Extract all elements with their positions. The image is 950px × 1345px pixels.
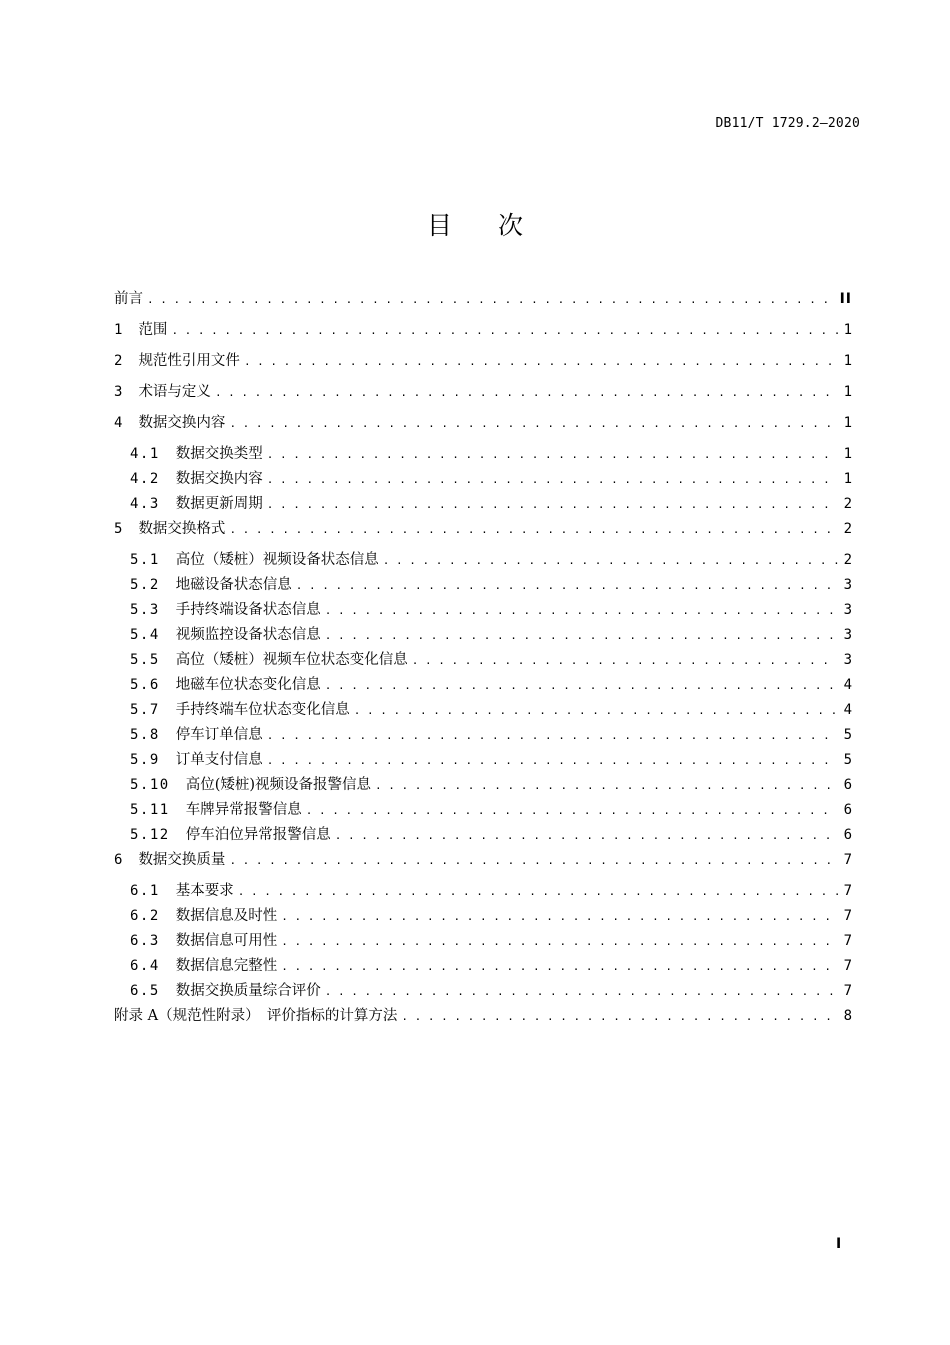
toc-entry[interactable] [114, 573, 852, 598]
toc-entry[interactable] [114, 380, 852, 411]
toc-entry-label: 附录 A（规范性附录） 评价指标的计算方法 [114, 1008, 398, 1024]
toc-entry-number: 5.12 [130, 827, 170, 843]
toc-leader-dots [215, 380, 838, 405]
toc-leader-dots [335, 823, 838, 848]
toc-entry-page: 8 [843, 1008, 852, 1024]
toc-leader-dots [238, 879, 838, 904]
toc-entry-label: 手持终端车位状态变化信息 [175, 702, 350, 718]
toc-entry-label: 手持终端设备状态信息 [175, 602, 321, 618]
toc-entry[interactable] [114, 548, 852, 573]
toc-entry-number: 5.3 [130, 602, 160, 618]
toc-entry-page: 7 [843, 933, 852, 949]
toc-entry-number: 5.7 [130, 702, 160, 718]
page-number: I [836, 1236, 842, 1252]
toc-entry[interactable] [114, 748, 852, 773]
toc-entry-page: 7 [843, 883, 852, 899]
toc-leader-dots [325, 979, 838, 1004]
toc-entry-page: 1 [843, 384, 852, 400]
table-of-contents [114, 287, 852, 1035]
toc-entry-number: 4.1 [130, 446, 160, 462]
toc-entry-page: 7 [843, 958, 852, 974]
toc-entry-label: 数据交换格式 [138, 521, 226, 537]
toc-leader-dots [267, 442, 838, 467]
toc-entry-label: 地磁车位状态变化信息 [175, 677, 321, 693]
toc-entry-page: 1 [843, 353, 852, 369]
toc-entry[interactable] [114, 954, 852, 979]
toc-entry[interactable] [114, 723, 852, 748]
toc-leader-dots [325, 673, 838, 698]
toc-leader-dots [281, 904, 838, 929]
toc-entry[interactable] [114, 823, 852, 848]
toc-leader-dots [267, 492, 838, 517]
toc-entry-label: 数据信息及时性 [175, 908, 278, 924]
toc-entry-page: 2 [843, 496, 852, 512]
toc-leader-dots [244, 349, 838, 374]
page-title: 目次 [426, 211, 569, 240]
toc-leader-dots [306, 798, 838, 823]
toc-entry[interactable] [114, 979, 852, 1004]
toc-entry[interactable] [114, 598, 852, 623]
toc-entry-label: 订单支付信息 [175, 752, 263, 768]
toc-entry-number: 5.5 [130, 652, 160, 668]
toc-entry-label: 数据更新周期 [175, 496, 263, 512]
document-code: DB11/T 1729.2—2020 [715, 116, 860, 131]
toc-entry-page: 4 [843, 702, 852, 718]
toc-entry-label: 数据交换类型 [175, 446, 263, 462]
toc-leader-dots [375, 773, 838, 798]
toc-entry-page: 7 [843, 908, 852, 924]
toc-entry-number: 2 [114, 353, 123, 369]
toc-entry-page: 5 [843, 752, 852, 768]
toc-entry-label: 高位(矮桩)视频设备报警信息 [185, 777, 372, 793]
toc-entry-label: 车牌异常报警信息 [185, 802, 302, 818]
toc-entry-number: 4.3 [130, 496, 160, 512]
toc-entry[interactable] [114, 517, 852, 548]
toc-entry-page: 5 [843, 727, 852, 743]
toc-entry[interactable] [114, 848, 852, 879]
toc-entry-number: 6.5 [130, 983, 160, 999]
toc-entry-page: 7 [843, 983, 852, 999]
toc-entry-number: 5.1 [130, 552, 160, 568]
toc-entry-label: 基本要求 [175, 883, 234, 899]
toc-leader-dots [296, 573, 838, 598]
toc-entry-number: 1 [114, 322, 123, 338]
toc-entry[interactable] [114, 287, 852, 318]
toc-leader-dots [229, 411, 838, 436]
toc-entry-label: 数据交换质量综合评价 [175, 983, 321, 999]
toc-entry-number: 5.8 [130, 727, 160, 743]
toc-entry-number: 6.4 [130, 958, 160, 974]
toc-entry-label: 范围 [138, 322, 168, 338]
toc-entry-label: 数据信息可用性 [175, 933, 278, 949]
toc-entry-page: 3 [843, 627, 852, 643]
toc-leader-dots [354, 698, 838, 723]
toc-entry[interactable] [114, 773, 852, 798]
toc-entry[interactable] [114, 879, 852, 904]
toc-entry-number: 5 [114, 521, 123, 537]
toc-leader-dots [281, 954, 838, 979]
toc-entry-label: 数据信息完整性 [175, 958, 278, 974]
toc-leader-dots [267, 748, 838, 773]
toc-entry[interactable] [114, 318, 852, 349]
toc-entry-label: 停车泊位异常报警信息 [185, 827, 331, 843]
toc-entry-number: 6.1 [130, 883, 160, 899]
toc-leader-dots [281, 929, 838, 954]
toc-entry[interactable] [114, 411, 852, 442]
toc-leader-dots [229, 848, 838, 873]
toc-entry-number: 5.9 [130, 752, 160, 768]
toc-entry-page: 1 [843, 446, 852, 462]
toc-entry-label: 数据交换内容 [138, 415, 226, 431]
toc-entry-label: 高位（矮桩）视频车位状态变化信息 [175, 652, 408, 668]
toc-entry[interactable] [114, 904, 852, 929]
toc-entry[interactable] [114, 698, 852, 723]
toc-entry-label: 数据交换内容 [175, 471, 263, 487]
toc-entry-label: 高位（矮桩）视频设备状态信息 [175, 552, 379, 568]
toc-leader-dots [383, 548, 838, 573]
toc-leader-dots [171, 318, 838, 343]
toc-entry-number: 6 [114, 852, 123, 868]
toc-entry[interactable] [114, 442, 852, 467]
toc-entry-label: 视频监控设备状态信息 [175, 627, 321, 643]
toc-entry-label: 前言 [114, 291, 143, 307]
toc-leader-dots [147, 287, 836, 312]
toc-leader-dots [325, 598, 838, 623]
toc-entry-page: 2 [843, 521, 852, 537]
toc-entry[interactable] [114, 623, 852, 648]
toc-leader-dots [401, 1004, 838, 1029]
toc-entry-page: 6 [843, 827, 852, 843]
toc-entry-page: 4 [843, 677, 852, 693]
toc-entry[interactable] [114, 798, 852, 823]
toc-entry-number: 4.2 [130, 471, 160, 487]
toc-entry-number: 5.10 [130, 777, 170, 793]
toc-entry-label: 术语与定义 [138, 384, 211, 400]
toc-entry-label: 停车订单信息 [175, 727, 263, 743]
toc-entry-label: 地磁设备状态信息 [175, 577, 292, 593]
toc-leader-dots [229, 517, 838, 542]
toc-entry-number: 3 [114, 384, 123, 400]
toc-entry-page: 7 [843, 852, 852, 868]
toc-leader-dots [267, 467, 838, 492]
toc-entry-page: 3 [843, 652, 852, 668]
toc-entry-number: 5.2 [130, 577, 160, 593]
toc-entry-number: 5.11 [130, 802, 170, 818]
toc-entry-number: 4 [114, 415, 123, 431]
toc-entry-number: 6.3 [130, 933, 160, 949]
toc-entry[interactable] [114, 673, 852, 698]
toc-entry[interactable] [114, 467, 852, 492]
toc-entry[interactable] [114, 648, 852, 673]
toc-entry-label: 规范性引用文件 [138, 353, 240, 369]
toc-entry[interactable] [114, 1004, 852, 1035]
toc-entry-page: 6 [843, 802, 852, 818]
toc-entry-label: 数据交换质量 [138, 852, 226, 868]
toc-entry-number: 5.6 [130, 677, 160, 693]
toc-entry[interactable] [114, 349, 852, 380]
toc-entry[interactable] [114, 492, 852, 517]
toc-entry-page: 1 [843, 471, 852, 487]
toc-leader-dots [412, 648, 838, 673]
toc-leader-dots [267, 723, 838, 748]
toc-entry-number: 6.2 [130, 908, 160, 924]
toc-entry-number: 5.4 [130, 627, 160, 643]
toc-entry-page: 1 [843, 322, 852, 338]
toc-entry-page: II [839, 291, 852, 307]
toc-entry-page: 2 [843, 552, 852, 568]
toc-entry[interactable] [114, 929, 852, 954]
toc-entry-page: 6 [843, 777, 852, 793]
toc-leader-dots [325, 623, 838, 648]
toc-entry-page: 3 [843, 577, 852, 593]
toc-entry-page: 3 [843, 602, 852, 618]
toc-entry-page: 1 [843, 415, 852, 431]
